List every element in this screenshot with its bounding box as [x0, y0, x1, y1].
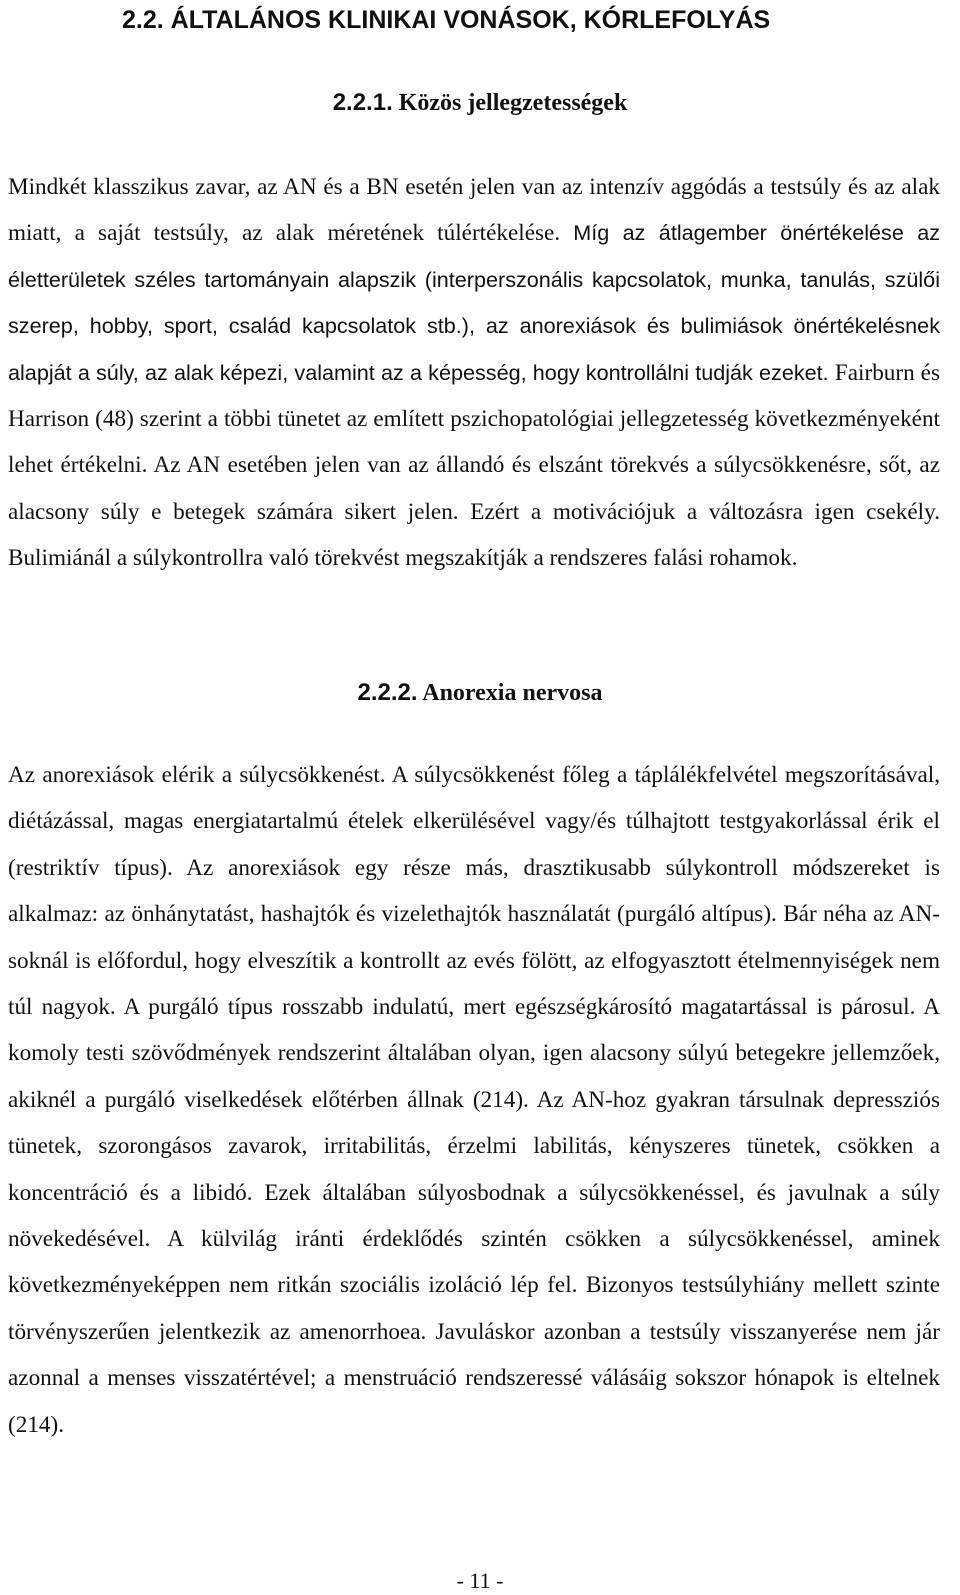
paragraph-common-features — [8, 164, 940, 582]
paragraph-text: Fairburn és Harrison (48) szerint a többi tünetet az említett pszichopatológiai jellegzetesség következményeként lehet értékelni. Az AN esetében jelen van az állandó és elszánt törekvés a súlycsökkenésre, sőt, az alacsony súly e betegek számára sikert jelen. Ezért a motivációjuk a változásra igen csekély. Bulimiánál a súlykontrollra való törekvést megszakítják a rendszeres falási rohamok. — [8, 359, 940, 572]
subsection-heading-common-features — [0, 87, 960, 119]
section-heading — [122, 4, 770, 36]
subsection-number: 2.2.2. — [357, 679, 418, 706]
subsection-title: Közös jellegzetességek — [398, 90, 628, 116]
paragraph-text: Az anorexiások elérik a súlycsökkenést. A súlycsökkenést főleg a táplálékfelvétel megszorításával, diétázással, magas energiatartalmú ételek elkerülésével vagy/és túlhajtott testgyakorlással érik el (restriktív típus). Az anorexiások egy része más, drasztikusabb súlykontroll módszereket is alkalmaz: az önhánytatást, hashajtók és vizelethajtók használatát (purgáló altípus). Bár néha az AN-soknál is előfordul, hogy elveszítik a kontrollt az evés fölött, az elfogyasztott ételmennyiségek nem túl nagyok. A purgáló típus rosszabb indulatú, mert egészségkárosító magatartással is párosul. A komoly testi szövődmények rendszerint általában olyan, igen alacsony súlyú betegekre jellemzőek, akiknél a purgáló viselkedések előtérben állnak (214). Az AN-hoz gyakran társulnak depressziós tünetek, szorongásos zavarok, irritabilitás, érzelmi labilitás, kényszeres tünetek, csökken a koncentráció és a libidó. Ezek általában súlyosbodnak a súlycsökkenéssel, és javulnak a súly növekedésével. A külvilág iránti érdeklődés szintén csökken a súlycsökkenéssel, aminek következményeképpen nem ritkán szociális izoláció lép fel. Bizonyos testsúlyhiány mellett szinte törvényszerűen jelentkezik az amenorrhoea. Javuláskor azonban a testsúly visszanyerése nem jár azonnal a menses visszatértével; a menstruáció rendszeressé válásáig sokszor hónapok is eltelnek (214). — [8, 762, 940, 1438]
paragraph-text: Míg az átlagember önértékelése az életterületek széles tartományain alapszik (interperszonális kapcsolatok, munka, tanulás, szülői szerep, hobby, sport, család kapcsolatok stb.), az anorexiások és bulimiások önértékelésnek alapját a súly, az alak képezi, valamint az a képesség, hogy kontrollálni tudják ezeket. — [8, 220, 940, 385]
subsection-number: 2.2.1. — [332, 89, 393, 116]
subsection-heading-anorexia-nervosa — [0, 677, 960, 709]
section-title: ÁLTALÁNOS KLINIKAI VONÁSOK, KÓRLEFOLYÁS — [170, 6, 771, 34]
section-number: 2.2. — [122, 6, 164, 34]
page-number: - 11 - — [456, 1568, 504, 1593]
paragraph-anorexia-nervosa — [8, 752, 940, 1448]
subsection-title: Anorexia nervosa — [422, 680, 603, 706]
paragraph-text: Mindkét klasszikus zavar, az AN és a BN esetén jelen van az intenzív aggódás a testsúly és az alak miatt, a saját testsúly, az alak méretének túlértékelése. — [8, 174, 940, 247]
